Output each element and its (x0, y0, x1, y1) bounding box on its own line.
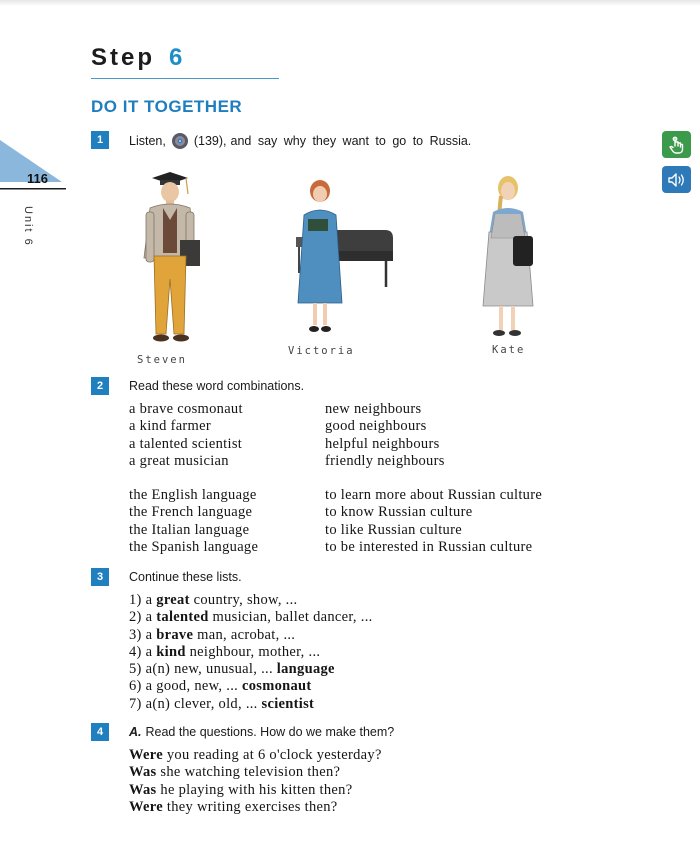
ex2-group2-right (325, 487, 542, 556)
page-tab (0, 140, 70, 200)
list-item: the English language (129, 487, 257, 503)
title-underline (91, 78, 279, 79)
list-item: a brave cosmonaut (129, 401, 243, 417)
ex4-questions (129, 747, 382, 816)
speaker-icon (667, 172, 687, 188)
list-item: friendly neighbours (325, 452, 445, 469)
list-item: a kind farmer (129, 418, 212, 435)
question-item: Were they writing exercises then? (129, 798, 338, 815)
exercise-1-instruction (129, 132, 471, 150)
exercise-1-badge: 1 (91, 131, 109, 149)
exercise-4-badge: 4 (91, 723, 109, 741)
exercise-2-instruction: Read these word combinations. (129, 379, 305, 393)
unit-label: Unit 6 (22, 206, 34, 247)
ex4-part-label: A. (129, 725, 142, 739)
list-item: a talented scientist (129, 435, 243, 452)
hand-pointer-icon (669, 136, 685, 154)
exercise-3-badge: 3 (91, 568, 109, 586)
list-item: the Italian language (129, 521, 250, 538)
list-item: new neighbours (325, 401, 422, 417)
list-item: a great musician (129, 452, 229, 469)
ex1-text-after: and say why they want to go to Russia. (230, 134, 472, 148)
question-item: Was she watching television then? (129, 764, 341, 781)
steven-caption: Steven (137, 354, 187, 366)
victoria-illustration (290, 175, 400, 345)
step-title (91, 44, 185, 72)
step-number: 6 (169, 44, 186, 71)
list-item: the Spanish language (129, 538, 259, 555)
list-item: 2) a talented musician, ballet dancer, ... (129, 609, 373, 626)
ex3-list (129, 592, 373, 713)
audio-button[interactable] (662, 166, 691, 193)
list-item: 6) a good, new, ... cosmonaut (129, 678, 312, 695)
list-item: 5) a(n) new, unusual, ... language (129, 661, 335, 678)
page-top-shadow (0, 0, 700, 6)
kate-illustration (475, 172, 545, 344)
list-item: 3) a brave man, acrobat, ... (129, 626, 296, 643)
section-title: DO IT TOGETHER (91, 97, 243, 116)
list-item: to be interested in Russian culture (325, 538, 533, 555)
ex1-text-before: Listen, (129, 134, 166, 148)
ex2-group1-left (129, 401, 243, 470)
question-item: Were you reading at 6 o'clock yesterday? (129, 747, 382, 763)
list-item: 1) a great country, show, ... (129, 592, 298, 608)
list-item: helpful neighbours (325, 435, 440, 452)
interactive-button[interactable] (662, 131, 691, 158)
list-item: the French language (129, 504, 253, 521)
victoria-caption: Victoria (288, 345, 355, 357)
list-item: to like Russian culture (325, 521, 462, 538)
list-item: 7) a(n) clever, old, ... scientist (129, 695, 315, 712)
list-item: good neighbours (325, 418, 427, 435)
page-number: 116 (27, 171, 48, 186)
steven-illustration (130, 168, 210, 353)
exercise-4-instruction (129, 725, 394, 739)
question-item: Was he playing with his kitten then? (129, 781, 353, 798)
ex2-group1-right (325, 401, 445, 470)
exercise-3-instruction: Continue these lists. (129, 570, 242, 584)
audio-disc-icon[interactable] (171, 132, 189, 150)
ex4-instruction-text: Read the questions. How do we make them? (145, 725, 395, 739)
ex2-group2-left (129, 487, 258, 556)
exercise-2-badge: 2 (91, 377, 109, 395)
list-item: to learn more about Russian culture (325, 487, 543, 503)
step-word: Step (91, 44, 156, 71)
kate-caption: Kate (492, 344, 526, 356)
ex1-audio-track: (139), (193, 134, 227, 148)
list-item: to know Russian culture (325, 504, 473, 521)
list-item: 4) a kind neighbour, mother, ... (129, 643, 321, 660)
